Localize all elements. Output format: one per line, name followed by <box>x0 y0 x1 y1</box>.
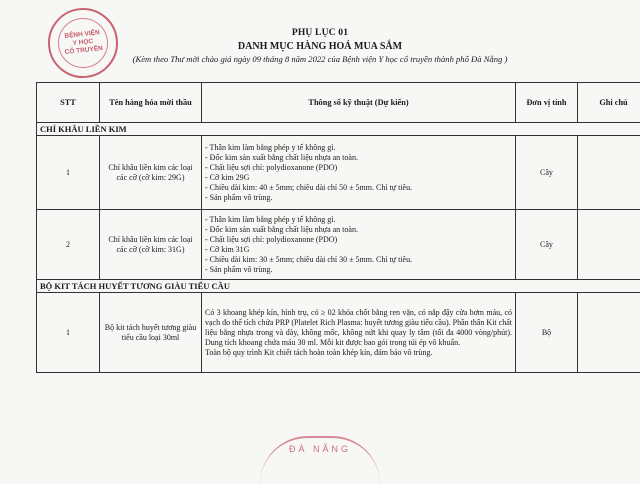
spec-line: - Chiều dài kim: 30 ± 5mm; chiều dài chỉ 30 ± 5mm. Chỉ tự tiêu. <box>205 255 512 265</box>
stamp-line-3: CỔ TRUYỀN <box>64 45 103 57</box>
col-name: Tên hàng hóa mời thầu <box>100 83 202 123</box>
col-unit: Đơn vị tính <box>516 83 578 123</box>
section-title: BỘ KIT TÁCH HUYẾT TƯƠNG GIÀU TIỂU CẦU <box>37 280 640 293</box>
section-row-prp-kit <box>37 280 640 293</box>
spec-line: - Thân kim làm bằng phép y tế không gỉ. <box>205 143 512 153</box>
cell-spec <box>202 210 516 280</box>
cell-stt: 1 <box>37 136 100 210</box>
cell-unit: Cây <box>516 210 578 280</box>
document-title: DANH MỤC HÀNG HOÁ MUA SẮM <box>0 41 640 52</box>
table-row <box>37 136 640 210</box>
cell-stt: 1 <box>37 293 100 373</box>
spec-line: - Chất liệu sợi chỉ: polydioxanone (PDO) <box>205 235 512 245</box>
spec-paragraph: Toàn bộ quy trình Kit chiết tách hoàn toàn khép kín, đảm bảo vô trùng. <box>205 348 512 358</box>
cell-stt: 2 <box>37 210 100 280</box>
cell-note <box>578 210 640 280</box>
spec-line: - Đốc kim sản xuất bằng chất liệu nhựa an toàn. <box>205 153 512 163</box>
spec-line: - Chất liệu sợi chỉ: polydioxanone (PDO) <box>205 163 512 173</box>
cell-name: Chỉ khâu liền kim các loại các cỡ (cỡ kim: 31G) <box>100 210 202 280</box>
spec-line: - Sản phẩm vô trùng. <box>205 193 512 203</box>
spec-line: - Chiều dài kim: 40 ± 5mm; chiều dài chỉ 50 ± 5mm. Chỉ tự tiêu. <box>205 183 512 193</box>
stamp-line-2: Y HỌC <box>72 38 93 48</box>
cell-note <box>578 293 640 373</box>
spec-line: - Thân kim làm bằng phép y tế không gỉ. <box>205 215 512 225</box>
table-row <box>37 210 640 280</box>
section-row-sutures <box>37 123 640 136</box>
appendix-label: PHỤ LỤC 01 <box>0 28 640 38</box>
spec-paragraph: Có 3 khoang khép kín, hình trụ, có ≥ 02 khóa chốt bằng ren vặn, có nắp đậy cửa bơm máu, có vạch đo thể tích chứa PRP (Platelet Rich Plasma: huyết tương giàu tiểu cầu). Phần thân Kit chất liệu bằng nhựa trong và dày, không mốc, không nứt khi quay ly tâm (tối đa 4000 vòng/phút). Dung tích khoang chứa máu 30 ml. Mỗi kit được bao gói trong túi ép vô khuẩn. <box>205 308 512 348</box>
spec-line: - Đốc kim sản xuất bằng chất liệu nhựa an toàn. <box>205 225 512 235</box>
col-note: Ghi chú <box>578 83 640 123</box>
cell-unit: Bộ <box>516 293 578 373</box>
goods-table <box>36 82 640 373</box>
document-subtitle: (Kèm theo Thư mời chào giá ngày 09 tháng 8 năm 2022 của Bệnh viện Y học cổ truyền thành phố Đà Nẵng ) <box>0 54 640 64</box>
table-row <box>37 293 640 373</box>
spec-line: - Cỡ kim 29G <box>205 173 512 183</box>
cell-spec <box>202 293 516 373</box>
col-stt: STT <box>37 83 100 123</box>
cell-name: Bộ kit tách huyết tương giàu tiểu cầu loại 30ml <box>100 293 202 373</box>
cell-name: Chỉ khâu liền kim các loại các cỡ (cỡ kim: 29G) <box>100 136 202 210</box>
section-title: CHỈ KHÂU LIỀN KIM <box>37 123 640 136</box>
spec-line: - Cỡ kim 31G <box>205 245 512 255</box>
cell-note <box>578 136 640 210</box>
spec-line: - Sản phẩm vô trùng. <box>205 265 512 275</box>
stamp-line-1: BỆNH VIỆN <box>64 29 100 41</box>
cell-unit: Cây <box>516 136 578 210</box>
col-spec: Thông số kỹ thuật (Dự kiến) <box>202 83 516 123</box>
table-header-row <box>37 83 640 123</box>
bottom-stamp-fragment: ĐÀ NẴNG <box>260 436 380 484</box>
cell-spec <box>202 136 516 210</box>
